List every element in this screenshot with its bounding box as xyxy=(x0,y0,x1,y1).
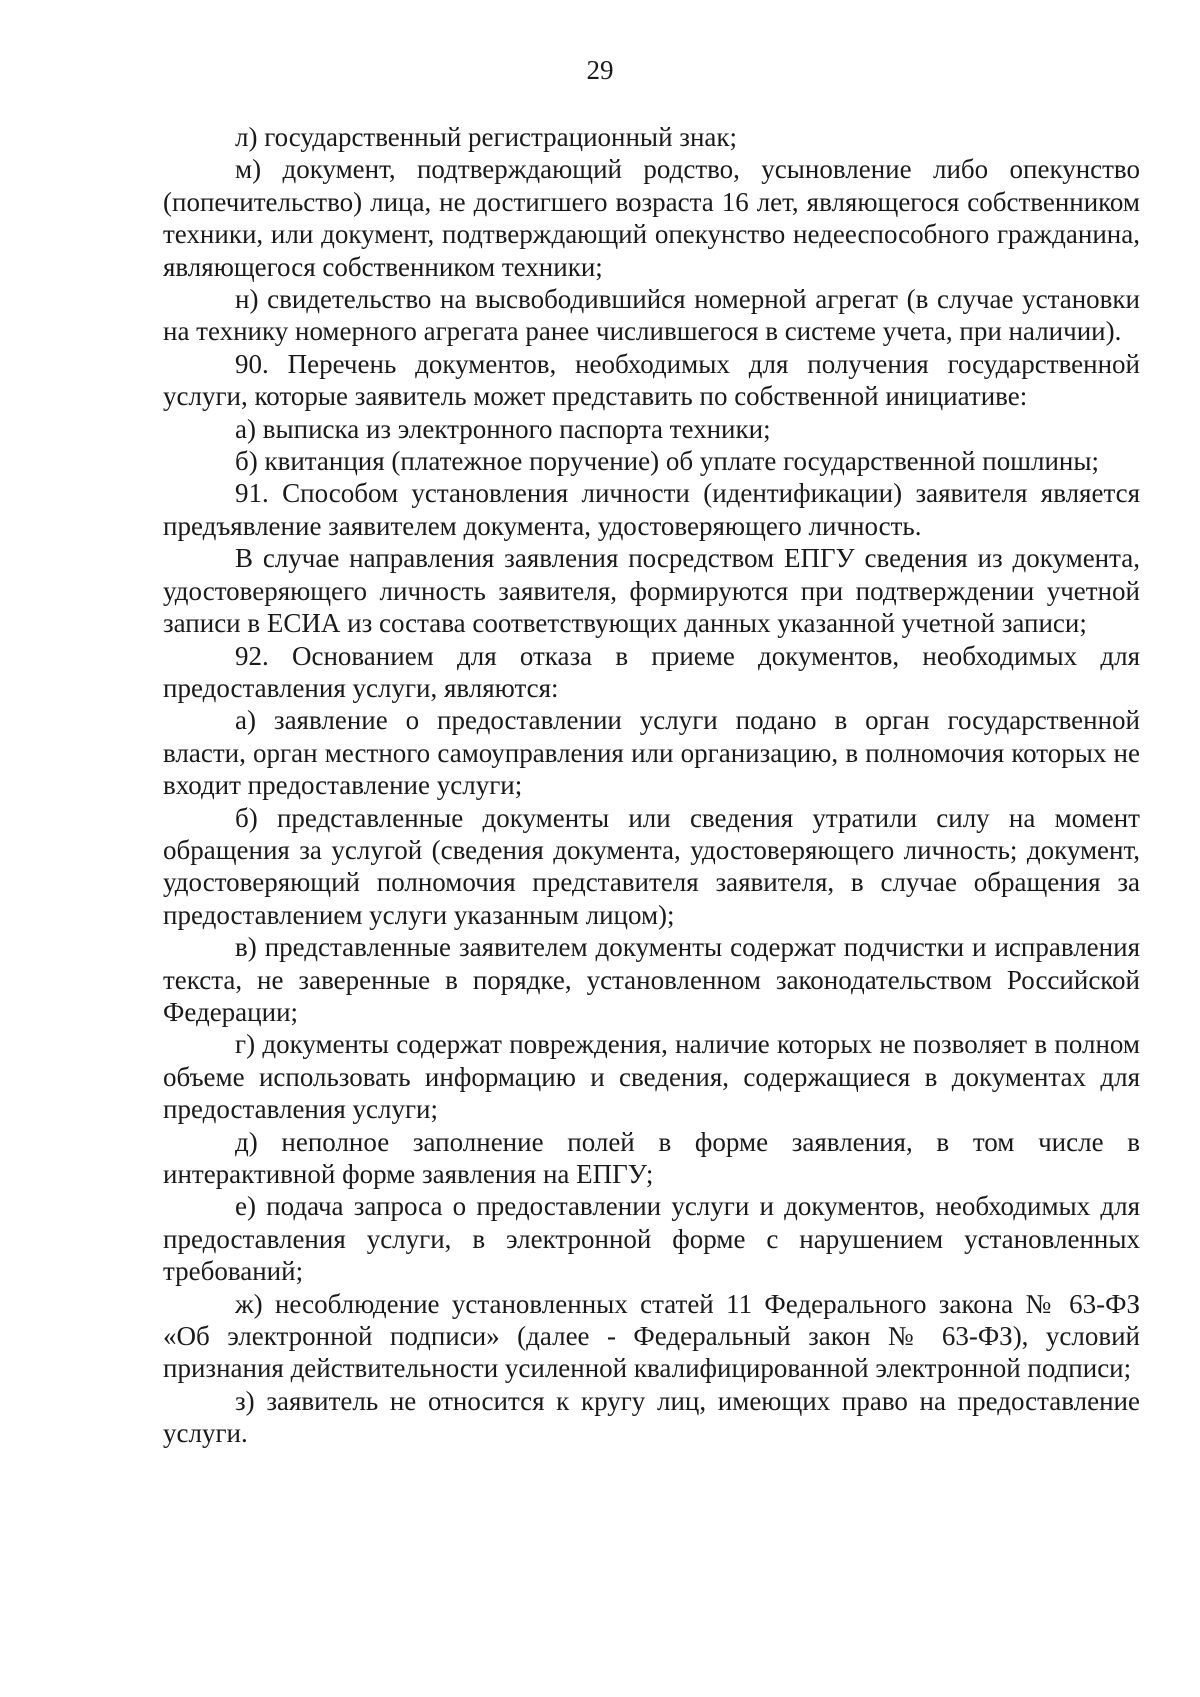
paragraph-b-fee-receipt: б) квитанция (платежное поручение) об уплате государственной пошлины; xyxy=(235,446,1100,477)
paragraph-91-identification: 91. Способом установления личности (идентификации) заявителя является предъявление заявителем документа, удостоверяющего личность. xyxy=(163,478,1140,541)
paragraph-n-unit-certificate: н) свидетельство на высвободившийся номерной агрегат (в случае установки на технику номерного агрегата ранее числившегося в системе учета, при наличии). xyxy=(163,284,1140,347)
paragraph-e-electronic-violation: е) подача запроса о предоставлении услуги и документов, необходимых для предоставления услуги, в электронной форме с нарушением установленных требований; xyxy=(163,1191,1140,1287)
paragraph-m-kinship-document: м) документ, подтверждающий родство, усыновление либо опекунство (попечительство) лица, не достигшего возраста 16 лет, являющегося собственником техники, или документ, подтверждающий опекунство недееспособного гражданина, являющегося собственником техники; xyxy=(163,154,1140,282)
paragraph-b-expired-documents: б) представленные документы или сведения утратили силу на момент обращения за услугой (сведения документа, удостоверяющего личность; документ, удостоверяющий полномочия представителя заявителя, в случае обращения за предоставлением услуги указанным лицом); xyxy=(163,802,1140,930)
paragraph-g-damaged-documents: г) документы содержат повреждения, наличие которых не позволяет в полном объеме использовать информацию и сведения, содержащиеся в документах для предоставления услуги; xyxy=(163,1029,1140,1125)
paragraph-92-refusal-grounds: 92. Основанием для отказа в приеме документов, необходимых для предоставления услуги, являются: xyxy=(163,640,1140,703)
paragraph-v-corrections: в) представленные заявителем документы содержат подчистки и исправления текста, не заверенные в порядке, установленном законодательством Российской Федерации; xyxy=(163,932,1140,1027)
paragraph-90-documents-list: 90. Перечень документов, необходимых для получения государственной услуги, которые заявитель может представить по собственной инициативе: xyxy=(163,348,1140,412)
paragraph-epgu-identity: В случае направления заявления посредством ЕПГУ сведения из документа, удостоверяющего личность заявителя, формируются при подтверждении учетной записи в ЕСИА из состава соответствующих данных указанной учетной записи; xyxy=(163,543,1140,639)
paragraph-a-passport-extract: а) выписка из электронного паспорта техники; xyxy=(235,413,771,444)
paragraph-z-not-eligible: з) заявитель не относится к кругу лиц, имеющих право на предоставление услуги. xyxy=(163,1385,1140,1449)
paragraph-d-incomplete-form: д) неполное заполнение полей в форме заявления, в том числе в интерактивной форме заявления на ЕПГУ; xyxy=(163,1126,1140,1189)
document-body xyxy=(163,121,1140,1450)
paragraph-a-wrong-authority: а) заявление о предоставлении услуги подано в орган государственной власти, орган местного самоуправления или организацию, в полномочия которых не входит предоставление услуги; xyxy=(163,705,1140,801)
paragraph-zh-signature-conditions: ж) несоблюдение установленных статей 11 Федерального закона № 63-ФЗ «Об электронной подписи» (далее - Федеральный закон № 63-ФЗ), условий признания действительности усиленной квалифицированной электронной подписи; xyxy=(163,1288,1140,1384)
paragraph-l-registration-sign: л) государственный регистрационный знак; xyxy=(235,122,737,152)
page-number: 29 xyxy=(586,55,614,85)
